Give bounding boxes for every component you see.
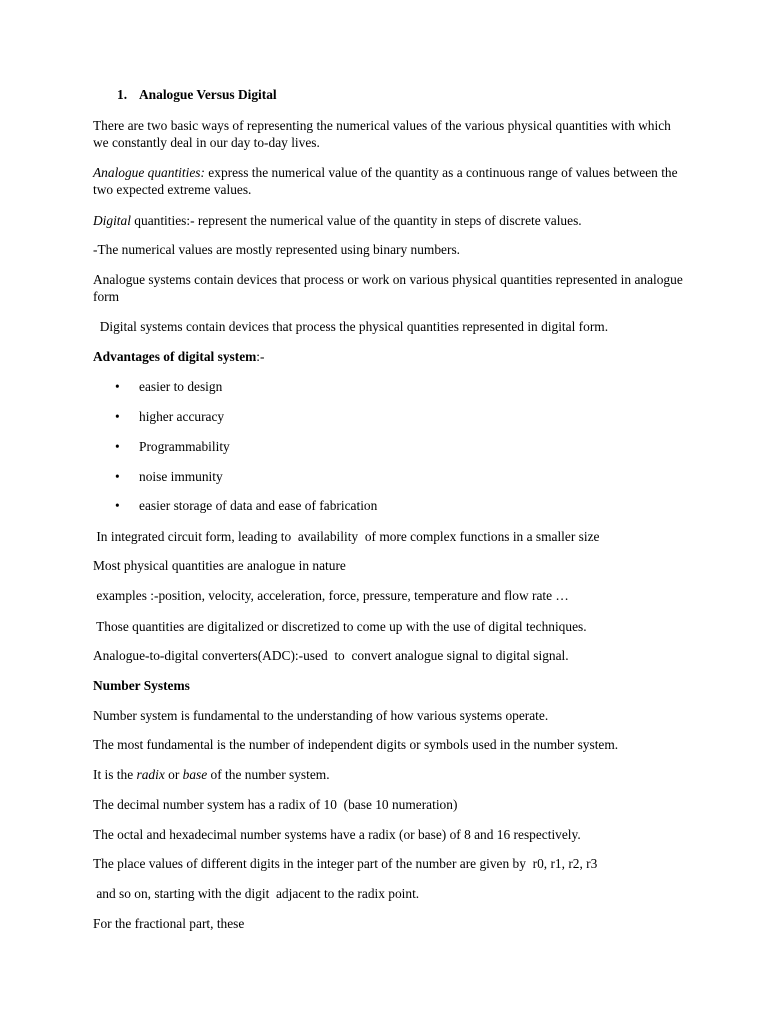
base-word: base (182, 767, 208, 782)
decimal-paragraph: The decimal number system has a radix of 10 (base 10 numeration) (93, 797, 458, 812)
section-number: 1. (117, 87, 128, 102)
analogue-systems-paragraph: Analogue systems contain devices that process or work on various physical quantities represented in analogue form (93, 272, 683, 304)
intro-paragraph: There are two basic ways of representing the numerical values of the various physical quantities with which we constantly deal in our day to-day lives. (93, 118, 671, 150)
digital-systems-paragraph: Digital systems contain devices that process the physical quantities represented in digital form. (93, 319, 609, 334)
analogue-quantities-paragraph (93, 164, 683, 198)
digital-quantities-text: quantities:- represent the numerical value of the quantity in steps of discrete values. (130, 213, 582, 228)
bullet-icon: • (115, 409, 120, 424)
bullet-icon: • (115, 439, 120, 454)
physical-quantities-paragraph: Most physical quantities are analogue in nature (93, 558, 346, 573)
analogue-quantities-text: express the numerical value of the quantity as a continuous range of values between the two expected extreme values. (93, 165, 678, 197)
section-title: Analogue Versus Digital (139, 87, 277, 102)
bullet-icon: • (115, 498, 120, 513)
radix-word: radix (136, 767, 165, 782)
advantages-heading-text: Advantages of digital system (93, 349, 257, 364)
advantage-item: noise immunity (139, 469, 223, 484)
advantages-heading-suffix: :- (256, 349, 265, 364)
advantage-item: Programmability (139, 439, 230, 454)
radix-suffix: of the number system. (207, 767, 330, 782)
radix-paragraph (93, 766, 683, 783)
digitalized-paragraph: Those quantities are digitalized or discretized to come up with the use of digital techniques. (93, 619, 587, 634)
digital-quantities-label: Digital (93, 213, 131, 228)
number-systems-heading: Number Systems (93, 678, 190, 693)
ic-form-paragraph: In integrated circuit form, leading to availability of more complex functions in a smaller size (93, 529, 600, 544)
advantage-item: higher accuracy (139, 409, 225, 424)
radix-prefix: It is the (93, 767, 137, 782)
adc-paragraph: Analogue-to-digital converters(ADC):-used to convert analogue signal to digital signal. (93, 648, 569, 663)
examples-paragraph: examples :-position, velocity, acceleration, force, pressure, temperature and flow rate … (93, 588, 569, 603)
most-fundamental-paragraph: The most fundamental is the number of independent digits or symbols used in the number system. (93, 737, 619, 752)
bullet-icon: • (115, 469, 120, 484)
radix-or: or (164, 767, 183, 782)
advantages-heading (93, 348, 683, 365)
binary-paragraph: -The numerical values are mostly represented using binary numbers. (93, 242, 461, 257)
number-system-fundamental-paragraph: Number system is fundamental to the understanding of how various systems operate. (93, 708, 549, 723)
advantage-item: easier storage of data and ease of fabrication (139, 498, 378, 513)
place-values-paragraph: The place values of different digits in the integer part of the number are given by r0, r1, r2, r3 (93, 856, 598, 871)
and-so-on-paragraph: and so on, starting with the digit adjacent to the radix point. (93, 886, 420, 901)
fractional-paragraph: For the fractional part, these (93, 916, 245, 931)
octal-paragraph: The octal and hexadecimal number systems have a radix (or base) of 8 and 16 respectively. (93, 827, 581, 842)
analogue-quantities-label: Analogue quantities: (93, 165, 205, 180)
digital-quantities-paragraph (93, 212, 683, 229)
bullet-icon: • (115, 379, 120, 394)
advantage-item: easier to design (139, 379, 223, 394)
